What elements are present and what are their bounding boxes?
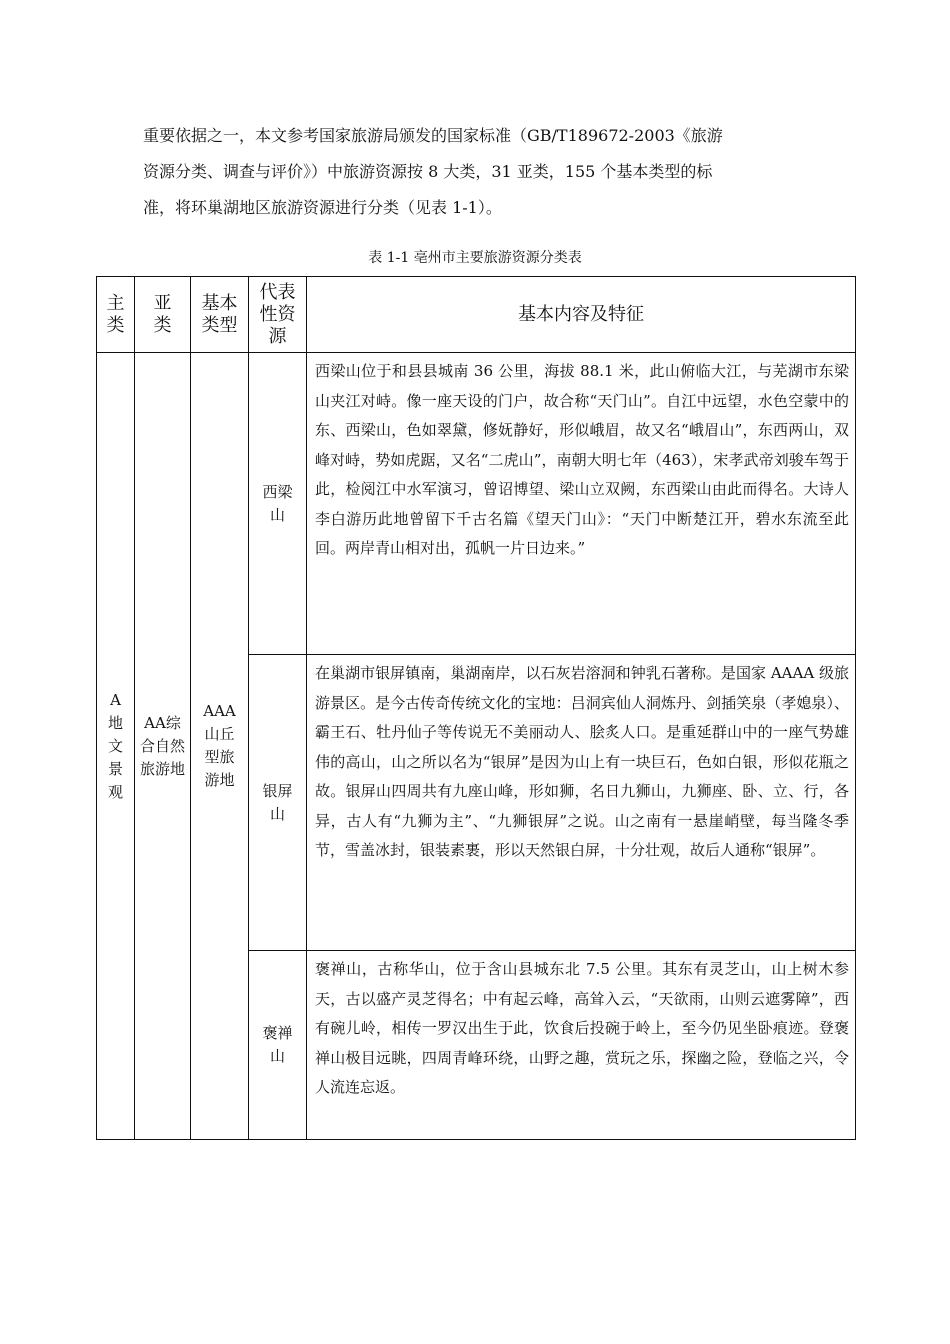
header-main-class: 主类: [97, 277, 135, 353]
header-sub-class: 亚类: [135, 277, 191, 353]
cell-main-class: A地文景观: [97, 353, 135, 1140]
header-content: 基本内容及特征: [307, 277, 856, 353]
cell-description-baochanshan: 褒禅山，古称华山，位于含山县城东北 7.5 公里。其东有灵芝山，山上树木参天，古以盛产灵芝得名；中有起云峰，高耸入云，“天欲雨，山则云遮雾障”，西有碗儿岭，相传一罗汉出生于此，饮食后投碗于岭上，至今仍见坐卧痕迹。登褒禅山极目远眺，四周青峰环绕，山野之趣，赏玩之乐，探幽之险，登临之兴，令人流连忘返。: [307, 951, 856, 1140]
table-caption: 表 1-1 亳州市主要旅游资源分类表: [368, 250, 582, 266]
header-basic-type: 基本类型: [191, 277, 249, 353]
table-header-row: [97, 277, 856, 353]
cell-description-yinpingshan: 在巢湖市银屏镇南，巢湖南岸，以石灰岩溶洞和钟乳石著称。是国家 AAAA 级旅游景区。是今古传奇传统文化的宝地：吕洞宾仙人洞炼丹、剑插笑泉（孝媳泉）、霸王石、牡丹仙子等传说无不美丽动人、脍炙人口。是重延群山中的一座气势雄伟的高山，山之所以名为“银屏”是因为山上有一块巨石，色如白银，形似花瓶之故。银屏山四周共有九座山峰，形如狮，名日九狮山，九狮座、卧、立、行，各异，古人有“九狮为主”、“九狮银屏”之说。山之南有一悬崖峭壁，每当隆冬季节，雪盖冰封，银装素裹，形以天然银白屏，十分壮观，故后人通称“银屏”。: [307, 655, 856, 951]
table-row: [97, 353, 856, 655]
intro-paragraph: [143, 118, 823, 226]
cell-basic-type: AAA山丘型旅游地: [191, 353, 249, 1140]
cell-representative-xiliangshan: 西梁山: [249, 353, 307, 655]
cell-sub-class: AA综合自然旅游地: [135, 353, 191, 1140]
cell-representative-yinpingshan: 银屏山: [249, 655, 307, 951]
intro-line-2: 资源分类、调查与评价》）中旅游资源按 8 大类，31 亚类，155 个基本类型的标: [143, 162, 713, 181]
intro-line-3: 准，将环巢湖地区旅游资源进行分类（见表 1-1）。: [143, 198, 502, 217]
resource-classification-table: [96, 276, 856, 1140]
cell-description-xiliangshan: 西梁山位于和县县城南 36 公里，海拔 88.1 米，此山俯临大江，与芜湖市东梁山夹江对峙。像一座天设的门户，故合称“天门山”。自江中远望，水色空蒙中的东、西梁山，色如翠黛，修妩静好，形似峨眉，故又名“峨眉山”，东西两山，双峰对峙，势如虎踞，又名“二虎山”，南朝大明七年（463），宋孝武帝刘骏车驾于此，检阅江中水军演习，曾诏博望、梁山立双阙，东西梁山由此而得名。大诗人李白游历此地曾留下千古名篇《望天门山》：“天门中断楚江开，碧水东流至此回。两岸青山相对出，孤帆一片日边来。”: [307, 353, 856, 655]
header-representative: 代表性资源: [249, 277, 307, 353]
cell-representative-baochanshan: 褒禅山: [249, 951, 307, 1140]
intro-line-1: 重要依据之一，本文参考国家旅游局颁发的国家标准（GB/T189672-2003《旅游: [143, 126, 723, 145]
